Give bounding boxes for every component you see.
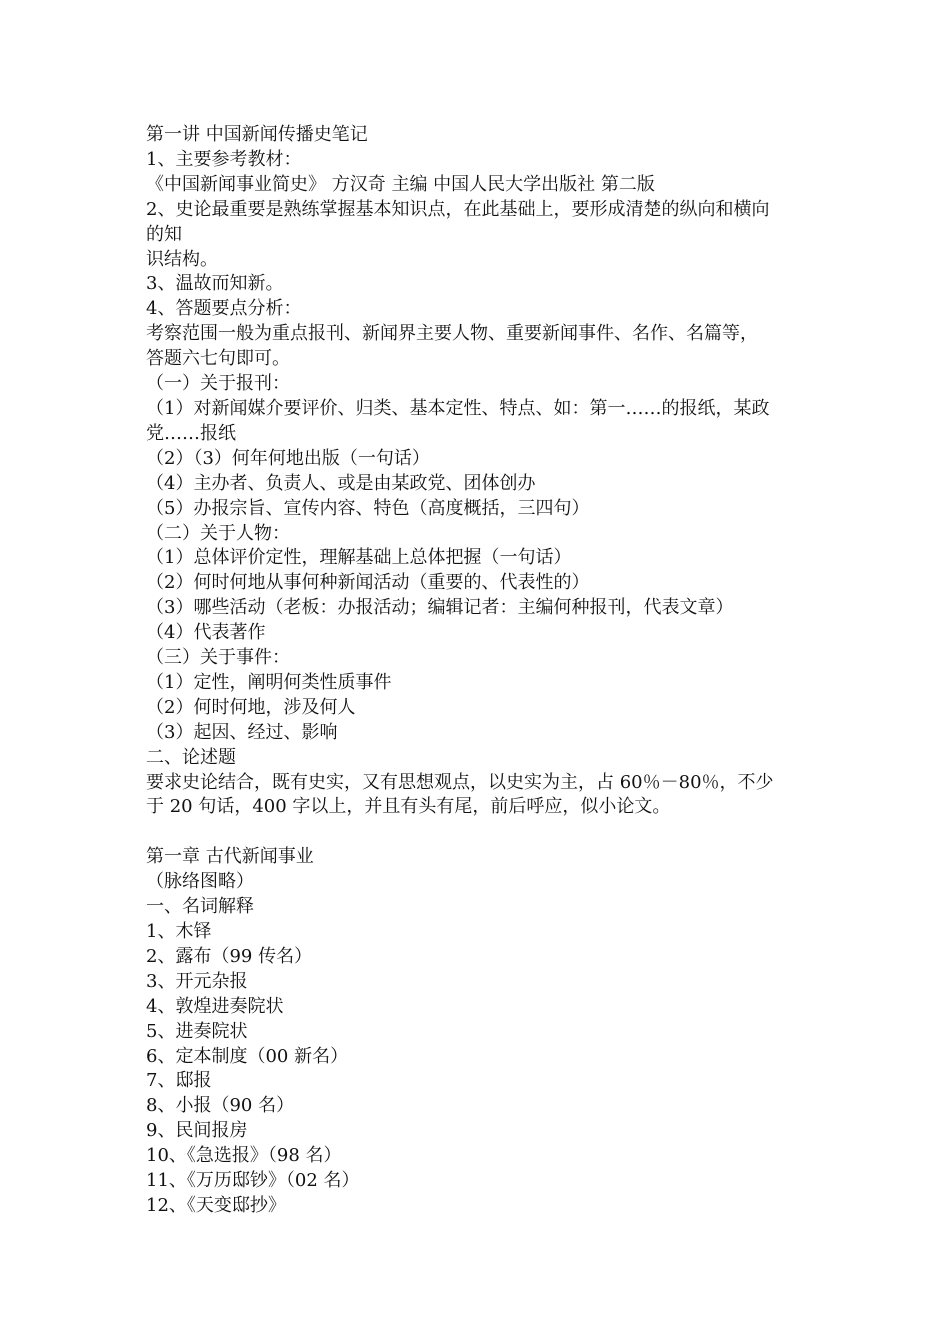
essay-requirements-line-1: 要求史论结合，既有史实，又有思想观点，以史实为主，占 60％－80％，不少 — [146, 771, 774, 793]
term-item: 1、木铎 — [146, 920, 212, 942]
textbook-reference: 《中国新闻事业简史》 方汉奇 主编 中国人民大学出版社 第二版 — [146, 173, 655, 195]
people-point-4: （4）代表著作 — [146, 622, 266, 644]
term-item: 4、敦煌进奏院状 — [146, 995, 284, 1017]
section-people-title: （二）关于人物： — [146, 522, 290, 544]
newspapers-point-4: （4）主办者、负责人、或是由某政党、团体创办 — [146, 472, 536, 494]
term-item: 12、《天变邸抄》 — [146, 1194, 286, 1216]
term-item: 5、进奏院状 — [146, 1020, 248, 1042]
section-newspapers-title: （一）关于报刊： — [146, 373, 290, 395]
term-item: 11、《万历邸钞》（02 名） — [146, 1170, 360, 1192]
item-answer-analysis: 4、答题要点分析： — [146, 298, 302, 320]
scope-line-2: 答题六七句即可。 — [146, 348, 290, 370]
essay-requirements-line-2: 于 20 句话，400 字以上，并且有头有尾，前后呼应，似小论文。 — [146, 796, 671, 818]
newspapers-point-2-3: （2）（3）何年何地出版（一句话） — [146, 447, 430, 469]
item-review: 3、温故而知新。 — [146, 273, 284, 295]
people-point-3: （3）哪些活动（老板：办报活动；编辑记者：主编何种报刊，代表文章） — [146, 597, 734, 619]
document-page — [146, 123, 816, 1219]
events-point-3: （3）起因、经过、影响 — [146, 721, 338, 743]
term-item: 3、开元杂报 — [146, 970, 248, 992]
item-history-line-3: 识结构。 — [146, 248, 218, 270]
item-history-line-2: 的知 — [146, 223, 182, 245]
newspapers-point-1-line-2: 党……报纸 — [146, 422, 236, 444]
lecture-title: 第一讲 中国新闻传播史笔记 — [146, 124, 368, 145]
scope-line-1: 考察范围一般为重点报刊、新闻界主要人物、重要新闻事件、名作、名篇等， — [146, 323, 758, 345]
essay-title: 二、论述题 — [146, 746, 236, 768]
chapter-title: 第一章 古代新闻事业 — [146, 846, 314, 868]
term-item: 7、邸报 — [146, 1070, 212, 1092]
section-events-title: （三）关于事件： — [146, 647, 290, 669]
item-textbook-heading: 1、主要参考教材： — [146, 148, 302, 170]
term-item: 10、《急选报》（98 名） — [146, 1145, 342, 1167]
people-point-1: （1）总体评价定性，理解基础上总体把握（一句话） — [146, 547, 572, 569]
terms-section-title: 一、名词解释 — [146, 896, 254, 918]
newspapers-point-1-line-1: （1）对新闻媒介要评价、归类、基本定性、特点、如：第一……的报纸，某政 — [146, 397, 770, 419]
events-point-1: （1）定性，阐明何类性质事件 — [146, 671, 392, 693]
term-item: 2、露布（99 传名） — [146, 945, 313, 967]
newspapers-point-5: （5）办报宗旨、宣传内容、特色（高度概括，三四句） — [146, 497, 590, 519]
term-item: 8、小报（90 名） — [146, 1095, 295, 1117]
people-point-2: （2）何时何地从事何种新闻活动（重要的、代表性的） — [146, 572, 590, 594]
term-item: 9、民间报房 — [146, 1120, 248, 1142]
item-history-line-1: 2、史论最重要是熟练掌握基本知识点，在此基础上，要形成清楚的纵向和横向 — [146, 198, 770, 220]
blank-line — [146, 820, 816, 845]
term-item: 6、定本制度（00 新名） — [146, 1045, 349, 1067]
chapter-note: （脉络图略） — [146, 871, 254, 893]
events-point-2: （2）何时何地，涉及何人 — [146, 696, 356, 718]
